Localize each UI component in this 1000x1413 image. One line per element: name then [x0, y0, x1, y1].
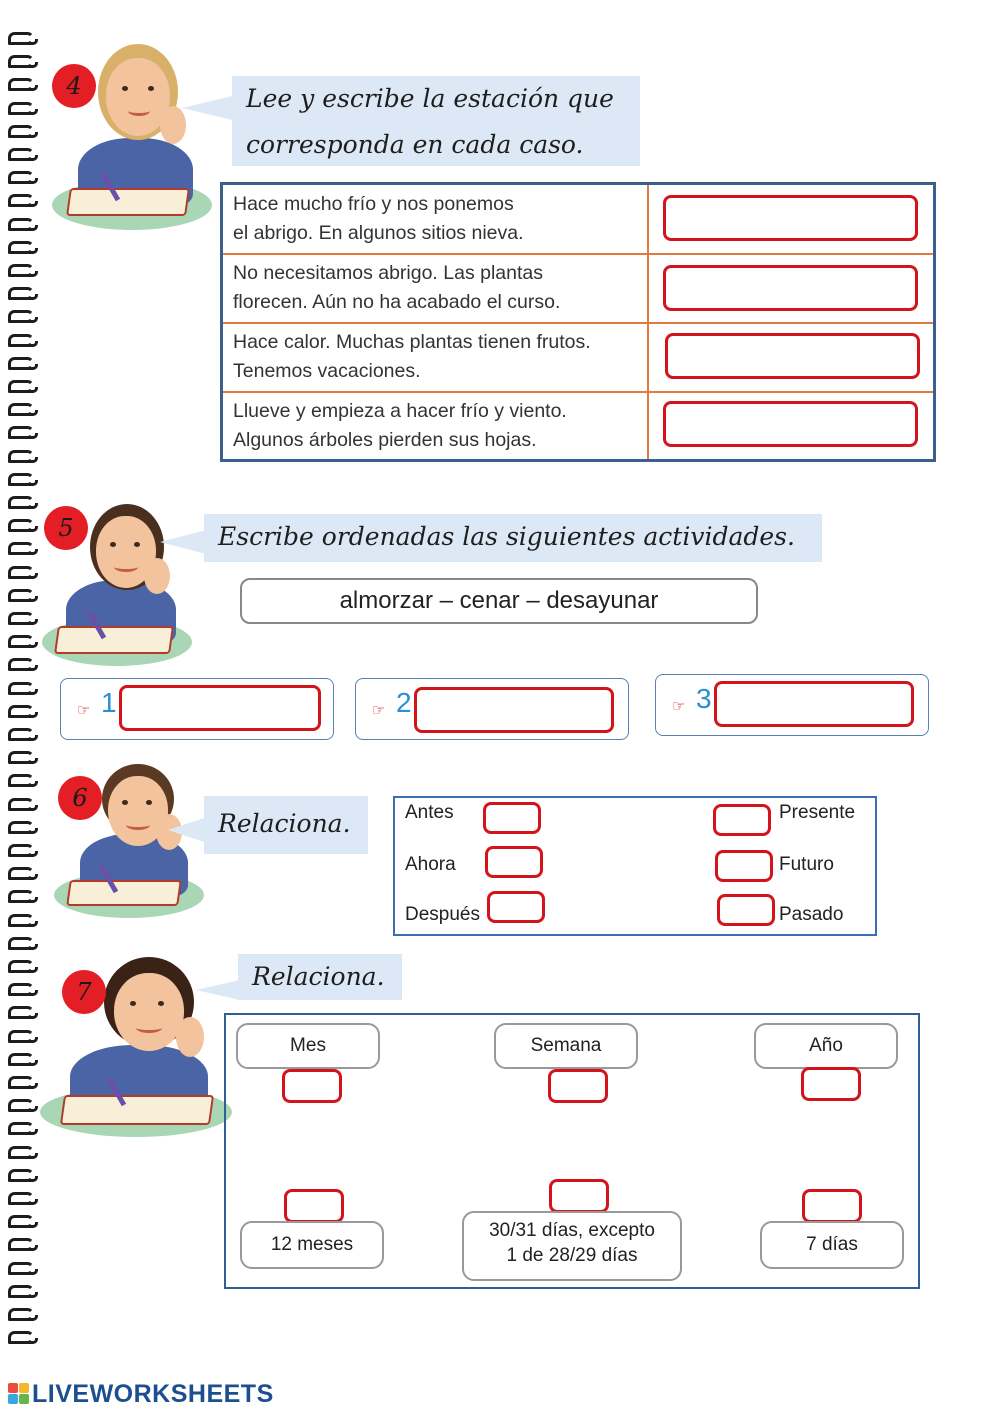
spiral-coil: [4, 1236, 40, 1254]
spiral-coil: [4, 564, 40, 582]
bubble-tail: [182, 96, 232, 120]
spiral-coil: [4, 888, 40, 906]
instruction-6: Relaciona.: [204, 796, 368, 854]
spiral-coil: [4, 1329, 40, 1347]
spiral-coil: [4, 239, 40, 257]
unit-slot-bottom-1[interactable]: [284, 1189, 344, 1223]
order-step-2: [355, 678, 629, 740]
instruction-4-line1: Lee y escribe la estación que: [246, 84, 614, 113]
row-text: Llueve y empieza a hacer frío y viento.: [233, 400, 567, 422]
spiral-coil: [4, 169, 40, 187]
spiral-coil: [4, 1213, 40, 1231]
match-slot-left-1[interactable]: [483, 802, 541, 834]
spiral-coil: [4, 958, 40, 976]
pointing-hand-icon: ☞: [372, 702, 386, 719]
word-bank: almorzar – cenar – desayunar: [240, 578, 758, 624]
spiral-coil: [4, 401, 40, 419]
match-right-label: Pasado: [779, 904, 844, 925]
spiral-coil: [4, 540, 40, 558]
spiral-coil: [4, 1260, 40, 1278]
spiral-coil: [4, 471, 40, 489]
unit-slot-top-2[interactable]: [548, 1069, 608, 1103]
spiral-coil: [4, 100, 40, 118]
spiral-coil: [4, 796, 40, 814]
row-text: Hace mucho frío y nos ponemos: [233, 193, 514, 215]
match-slot-right-1[interactable]: [713, 804, 771, 836]
row-text: Hace calor. Muchas plantas tienen frutos.: [233, 331, 591, 353]
unit-card-ano: Año: [754, 1023, 898, 1069]
time-units-box: [224, 1013, 920, 1289]
match-right-label: Presente: [779, 802, 856, 823]
row-text: florecen. Aún no ha acabado el curso.: [233, 291, 561, 313]
value-card-12-meses: 12 meses: [240, 1221, 384, 1269]
bubble-tail: [168, 818, 204, 842]
spiral-coil: [4, 703, 40, 721]
step-number: 1: [101, 687, 117, 718]
spiral-coil: [4, 726, 40, 744]
value-card-7-dias: 7 días: [760, 1221, 904, 1269]
spiral-coil: [4, 76, 40, 94]
exercise-number-5: 5: [44, 506, 88, 550]
spiral-coil: [4, 1097, 40, 1115]
spiral-coil: [4, 1004, 40, 1022]
order-step-3: [655, 674, 929, 736]
row-text: Algunos árboles pierden sus hojas.: [233, 429, 537, 451]
season-answer-2[interactable]: [663, 265, 918, 311]
time-match-box: [393, 796, 877, 936]
spiral-coil: [4, 30, 40, 48]
spiral-coil: [4, 448, 40, 466]
spiral-coil: [4, 216, 40, 234]
instruction-5: Escribe ordenadas las siguientes actividades.: [204, 514, 822, 562]
exercise-number-4: 4: [52, 64, 96, 108]
season-answer-3[interactable]: [665, 333, 920, 379]
spiral-coil: [4, 656, 40, 674]
match-slot-left-2[interactable]: [485, 846, 543, 878]
season-answer-4[interactable]: [663, 401, 918, 447]
spiral-coil: [4, 1190, 40, 1208]
match-slot-right-3[interactable]: [717, 894, 775, 926]
instruction-7: Relaciona.: [238, 954, 402, 1000]
match-slot-left-3[interactable]: [487, 891, 545, 923]
unit-slot-bottom-2[interactable]: [549, 1179, 609, 1213]
match-right-label: Futuro: [779, 854, 834, 875]
match-left-label: Ahora: [405, 854, 456, 875]
match-slot-right-2[interactable]: [715, 850, 773, 882]
spiral-coil: [4, 819, 40, 837]
spiral-coil: [4, 308, 40, 326]
spiral-coil: [4, 935, 40, 953]
spiral-coil: [4, 633, 40, 651]
unit-card-mes: Mes: [236, 1023, 380, 1069]
instruction-4-line2: corresponda en cada caso.: [246, 130, 584, 159]
spiral-coil: [4, 1283, 40, 1301]
row-text: Tenemos vacaciones.: [233, 360, 421, 382]
unit-card-semana: Semana: [494, 1023, 638, 1069]
spiral-coil: [4, 146, 40, 164]
spiral-coil: [4, 53, 40, 71]
liveworksheets-logo: [8, 1380, 274, 1409]
spiral-coil: [4, 610, 40, 628]
spiral-coil: [4, 355, 40, 373]
spiral-coil: [4, 285, 40, 303]
spiral-coil: [4, 587, 40, 605]
row-text: el abrigo. En algunos sitios nieva.: [233, 222, 524, 244]
spiral-coil: [4, 494, 40, 512]
order-step-1: [60, 678, 334, 740]
spiral-coil: [4, 378, 40, 396]
step-number: 3: [696, 683, 712, 714]
table-row: [223, 392, 647, 461]
match-left-label: Antes: [405, 802, 454, 823]
value-card-line: 1 de 28/29 días: [506, 1245, 638, 1266]
spiral-coil: [4, 1028, 40, 1046]
spiral-coil: [4, 865, 40, 883]
table-row: [223, 254, 647, 323]
spiral-coil: [4, 680, 40, 698]
spiral-coil: [4, 1051, 40, 1069]
step-number: 2: [396, 687, 412, 718]
order-answer-2[interactable]: [414, 687, 614, 733]
divider: [647, 185, 649, 459]
unit-slot-top-1[interactable]: [282, 1069, 342, 1103]
spiral-coil: [4, 912, 40, 930]
unit-slot-top-3[interactable]: [801, 1067, 861, 1101]
spiral-coil: [4, 1120, 40, 1138]
exercise-number-6: 6: [58, 776, 102, 820]
bubble-tail: [160, 530, 206, 554]
seasons-table: [220, 182, 936, 462]
brand-name: LIVEWORKSHEETS: [32, 1380, 274, 1408]
spiral-coil: [4, 262, 40, 280]
value-card-month-days: [462, 1211, 682, 1281]
value-card-line: 30/31 días, excepto: [489, 1220, 655, 1241]
spiral-coil: [4, 123, 40, 141]
spiral-coil: [4, 772, 40, 790]
spiral-coil: [4, 424, 40, 442]
spiral-coil: [4, 1144, 40, 1162]
order-answer-1[interactable]: [119, 685, 321, 731]
table-row: [223, 323, 647, 392]
pointing-hand-icon: ☞: [672, 698, 686, 715]
instruction-4: [232, 76, 640, 166]
bubble-tail: [196, 980, 240, 1000]
spiral-coil: [4, 332, 40, 350]
spiral-binding: [4, 30, 44, 1360]
table-row: [223, 185, 647, 254]
spiral-coil: [4, 1167, 40, 1185]
logo-icon: [8, 1383, 30, 1405]
match-left-label: Después: [405, 904, 480, 925]
spiral-coil: [4, 1074, 40, 1092]
spiral-coil: [4, 1306, 40, 1324]
spiral-coil: [4, 842, 40, 860]
spiral-coil: [4, 517, 40, 535]
spiral-coil: [4, 981, 40, 999]
unit-slot-bottom-3[interactable]: [802, 1189, 862, 1223]
order-answer-3[interactable]: [714, 681, 914, 727]
exercise-number-7: 7: [62, 970, 106, 1014]
spiral-coil: [4, 192, 40, 210]
pointing-hand-icon: ☞: [77, 702, 91, 719]
spiral-coil: [4, 749, 40, 767]
row-text: No necesitamos abrigo. Las plantas: [233, 262, 544, 284]
season-answer-1[interactable]: [663, 195, 918, 241]
